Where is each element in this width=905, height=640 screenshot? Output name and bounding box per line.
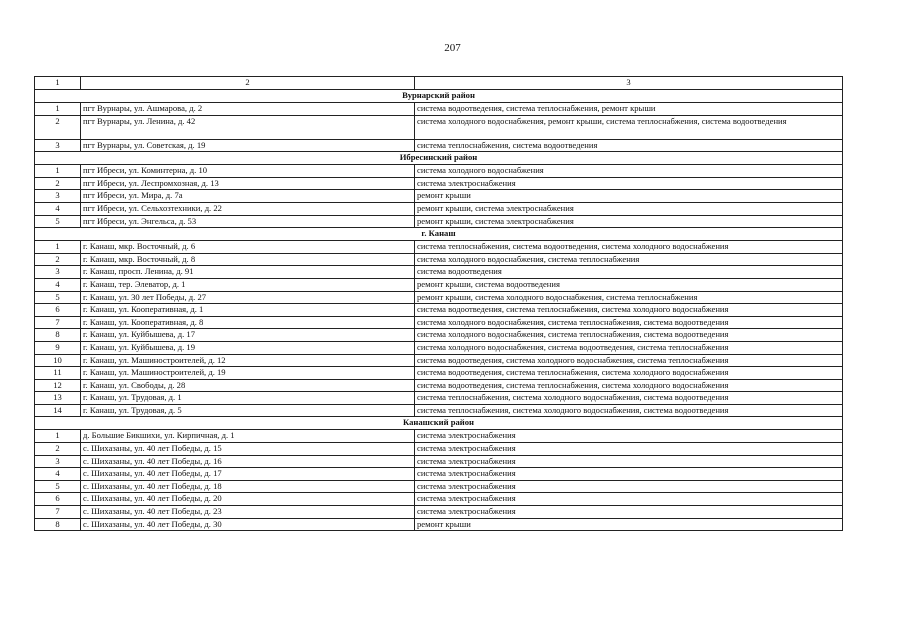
row-works: система водоотведения, система теплоснабжения, система холодного водоснабжения: [415, 304, 843, 317]
row-address: г. Канаш, ул. Кооперативная, д. 8: [81, 316, 415, 329]
row-address: пгт Ибреси, ул. Мира, д. 7а: [81, 190, 415, 203]
row-works: система электроснабжения: [415, 443, 843, 456]
row-number: 3: [35, 139, 81, 152]
row-number: 5: [35, 215, 81, 228]
table-row: [35, 367, 843, 380]
row-address: пгт Ибреси, ул. Энгельса, д. 53: [81, 215, 415, 228]
row-address: г. Канаш, ул. Куйбышева, д. 19: [81, 341, 415, 354]
row-works: система электроснабжения: [415, 430, 843, 443]
row-number: 1: [35, 165, 81, 178]
table-row: [35, 316, 843, 329]
row-address: с. Шихазаны, ул. 40 лет Победы, д. 17: [81, 468, 415, 481]
table-row: [35, 241, 843, 254]
row-number: 10: [35, 354, 81, 367]
table-row: [35, 455, 843, 468]
row-number: 14: [35, 404, 81, 417]
section-header-row: [35, 152, 843, 165]
row-number: 1: [35, 103, 81, 116]
row-number: 2: [35, 115, 81, 139]
row-address: пгт Ибреси, ул. Коминтерна, д. 10: [81, 165, 415, 178]
header-col-1: 1: [35, 77, 81, 90]
row-number: 8: [35, 518, 81, 531]
row-address: с. Шихазаны, ул. 40 лет Победы, д. 23: [81, 506, 415, 519]
row-number: 6: [35, 493, 81, 506]
row-number: 3: [35, 190, 81, 203]
row-works: ремонт крыши: [415, 518, 843, 531]
row-number: 8: [35, 329, 81, 342]
row-address: г. Канаш, мкр. Восточный, д. 6: [81, 241, 415, 254]
section-header-row: [35, 90, 843, 103]
row-number: 2: [35, 443, 81, 456]
table-row: [35, 518, 843, 531]
table-row: [35, 190, 843, 203]
section-title: Канашский район: [35, 417, 843, 430]
row-address: г. Канаш, ул. Кооперативная, д. 1: [81, 304, 415, 317]
row-address: с. Шихазаны, ул. 40 лет Победы, д. 20: [81, 493, 415, 506]
table-row: [35, 480, 843, 493]
row-address: г. Канаш, ул. Трудовая, д. 1: [81, 392, 415, 405]
row-works: система водоотведения, система холодного водоснабжения, система теплоснабжения: [415, 354, 843, 367]
row-works: система холодного водоснабжения, система теплоснабжения: [415, 253, 843, 266]
row-works: система электроснабжения: [415, 455, 843, 468]
row-address: г. Канаш, ул. Машиностроителей, д. 19: [81, 367, 415, 380]
row-address: пгт Ибреси, ул. Леспромхозная, д. 13: [81, 177, 415, 190]
row-works: система электроснабжения: [415, 506, 843, 519]
row-address: пгт Вурнары, ул. Советская, д. 19: [81, 139, 415, 152]
row-number: 11: [35, 367, 81, 380]
row-address: пгт Вурнары, ул. Ленина, д. 42: [81, 115, 415, 139]
row-number: 5: [35, 291, 81, 304]
row-number: 2: [35, 177, 81, 190]
row-number: 5: [35, 480, 81, 493]
row-address: пгт Ибреси, ул. Сельхозтехники, д. 22: [81, 202, 415, 215]
table-row: [35, 103, 843, 116]
row-works: система холодного водоснабжения: [415, 165, 843, 178]
row-address: г. Канаш, мкр. Восточный, д. 8: [81, 253, 415, 266]
row-works: система теплоснабжения, система водоотведения: [415, 139, 843, 152]
table-row: [35, 341, 843, 354]
row-number: 12: [35, 379, 81, 392]
row-number: 9: [35, 341, 81, 354]
row-works: система холодного водоснабжения, система теплоснабжения, система водоотведения: [415, 329, 843, 342]
row-address: с. Шихазаны, ул. 40 лет Победы, д. 15: [81, 443, 415, 456]
row-works: ремонт крыши, система электроснабжения: [415, 215, 843, 228]
table-row: [35, 278, 843, 291]
row-works: система водоотведения, система теплоснабжения, ремонт крыши: [415, 103, 843, 116]
page-number: 207: [444, 42, 461, 54]
row-works: система холодного водоснабжения, ремонт крыши, система теплоснабжения, система водоотведения: [415, 115, 843, 139]
table-row: [35, 253, 843, 266]
table-row: [35, 177, 843, 190]
row-number: 7: [35, 506, 81, 519]
row-works: ремонт крыши: [415, 190, 843, 203]
row-number: 2: [35, 253, 81, 266]
row-works: система холодного водоснабжения, система водоотведения, система теплоснабжения: [415, 341, 843, 354]
row-works: система электроснабжения: [415, 177, 843, 190]
works-table: [34, 76, 843, 531]
row-works: система электроснабжения: [415, 480, 843, 493]
table-row: [35, 379, 843, 392]
table-row: [35, 291, 843, 304]
table-row: [35, 392, 843, 405]
table-row: [35, 266, 843, 279]
table-row: [35, 506, 843, 519]
row-works: ремонт крыши, система холодного водоснабжения, система теплоснабжения: [415, 291, 843, 304]
row-number: 7: [35, 316, 81, 329]
row-works: ремонт крыши, система водоотведения: [415, 278, 843, 291]
section-title: Вурнарский район: [35, 90, 843, 103]
table-row: [35, 329, 843, 342]
row-address: с. Шихазаны, ул. 40 лет Победы, д. 30: [81, 518, 415, 531]
row-number: 3: [35, 455, 81, 468]
row-number: 3: [35, 266, 81, 279]
row-address: пгт Вурнары, ул. Ашмарова, д. 2: [81, 103, 415, 116]
row-works: система электроснабжения: [415, 493, 843, 506]
table-row: [35, 404, 843, 417]
table-row: [35, 430, 843, 443]
row-works: система холодного водоснабжения, система теплоснабжения, система водоотведения: [415, 316, 843, 329]
works-table-body: [35, 77, 843, 531]
row-address: с. Шихазаны, ул. 40 лет Победы, д. 16: [81, 455, 415, 468]
row-number: 1: [35, 430, 81, 443]
table-row: [35, 139, 843, 152]
row-number: 1: [35, 241, 81, 254]
row-works: система электроснабжения: [415, 468, 843, 481]
table-row: [35, 443, 843, 456]
row-address: д. Большие Бикшихи, ул. Кирпичная, д. 1: [81, 430, 415, 443]
header-col-2: 2: [81, 77, 415, 90]
section-header-row: [35, 228, 843, 241]
table-row: [35, 202, 843, 215]
row-number: 4: [35, 202, 81, 215]
row-address: г. Канаш, просп. Ленина, д. 91: [81, 266, 415, 279]
row-works: ремонт крыши, система электроснабжения: [415, 202, 843, 215]
row-number: 13: [35, 392, 81, 405]
table-row: [35, 115, 843, 139]
row-works: система теплоснабжения, система холодного водоснабжения, система водоотведения: [415, 404, 843, 417]
table-row: [35, 493, 843, 506]
row-number: 4: [35, 468, 81, 481]
row-number: 4: [35, 278, 81, 291]
row-address: г. Канаш, ул. Свободы, д. 28: [81, 379, 415, 392]
section-title: Ибресинский район: [35, 152, 843, 165]
section-header-row: [35, 417, 843, 430]
table-row: [35, 215, 843, 228]
row-works: система водоотведения, система теплоснабжения, система холодного водоснабжения: [415, 367, 843, 380]
row-works: система водоотведения, система теплоснабжения, система холодного водоснабжения: [415, 379, 843, 392]
row-address: г. Канаш, тер. Элеватор, д. 1: [81, 278, 415, 291]
row-address: с. Шихазаны, ул. 40 лет Победы, д. 18: [81, 480, 415, 493]
row-address: г. Канаш, ул. Куйбышева, д. 17: [81, 329, 415, 342]
row-address: г. Канаш, ул. 30 лет Победы, д. 27: [81, 291, 415, 304]
row-works: система теплоснабжения, система холодного водоснабжения, система водоотведения: [415, 392, 843, 405]
table-row: [35, 354, 843, 367]
table-header-row: [35, 77, 843, 90]
row-number: 6: [35, 304, 81, 317]
row-works: система водоотведения: [415, 266, 843, 279]
row-address: г. Канаш, ул. Машиностроителей, д. 12: [81, 354, 415, 367]
table-row: [35, 304, 843, 317]
row-works: система теплоснабжения, система водоотведения, система холодного водоснабжения: [415, 241, 843, 254]
table-row: [35, 165, 843, 178]
table-row: [35, 468, 843, 481]
row-address: г. Канаш, ул. Трудовая, д. 5: [81, 404, 415, 417]
section-title: г. Канаш: [35, 228, 843, 241]
header-col-3: 3: [415, 77, 843, 90]
